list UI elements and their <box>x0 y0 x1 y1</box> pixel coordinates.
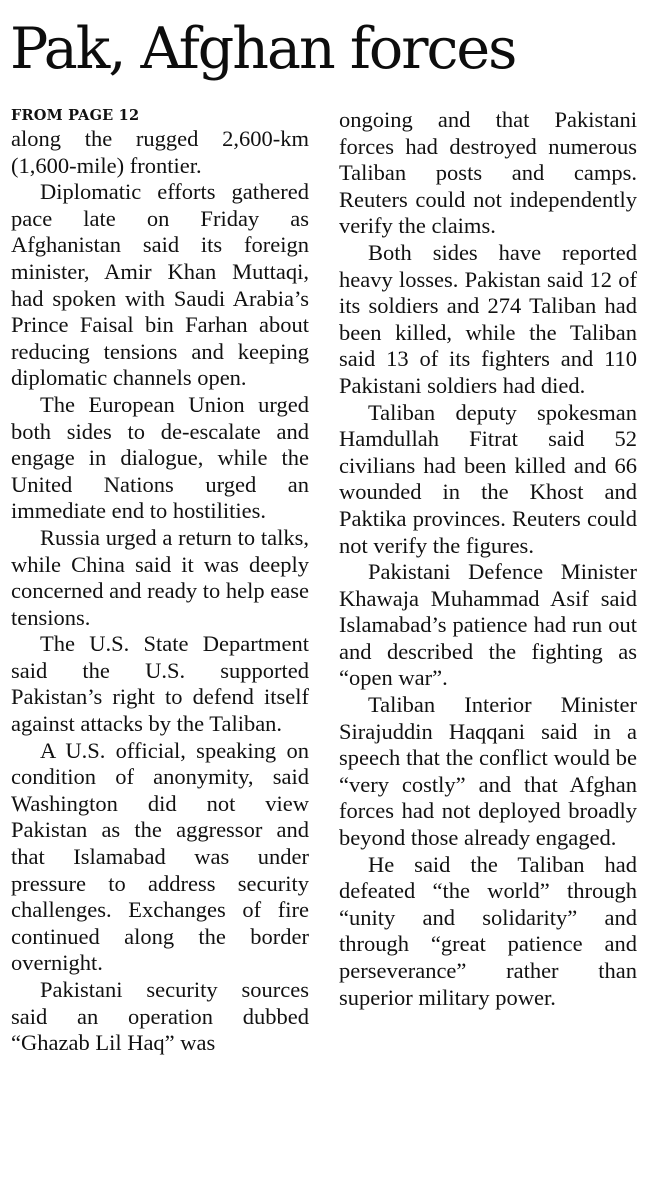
right-column <box>339 107 637 1011</box>
paragraph: Both sides have reported heavy losses. Pakistan said 12 of its soldiers and 274 Taliban had been killed, while the Taliban said 13 of its fighters and 110 Pakistani soldiers had died. <box>339 239 637 398</box>
paragraph: Diplomatic efforts gathered pace late on Friday as Afghanistan said its foreign minister, Amir Khan Muttaqi, had spoken with Saudi Arabia’s Prince Faisal bin Farhan about reducing tensions and keeping diplomatic channels open. <box>11 179 309 391</box>
paragraph: Russia urged a return to talks, while China said it was deeply concerned and ready to help ease tensions. <box>11 524 309 630</box>
kicker-label: FROM PAGE 12 <box>11 107 140 124</box>
paragraph: A U.S. official, speaking on condition of anonymity, said Washington did not view Pakistan as the aggressor and that Islamabad was under pressure to address security challenges. Exchanges of fire continued along the border overnight. <box>11 737 309 976</box>
paragraph: Pakistani security sources said an operation dubbed “Ghazab Lil Haq” was <box>11 977 309 1056</box>
paragraph: He said the Taliban had defeated “the world” through “unity and solidarity” and through “great patience and perseverance” rather than superior military power. <box>339 851 637 1010</box>
paragraph: ongoing and that Pakistani forces had destroyed numerous Taliban posts and camps. Reuters could not independently verify the claims. <box>339 107 637 239</box>
paragraph: The European Union urged both sides to de-escalate and engage in dialogue, while the United Nations urged an immediate end to hostilities. <box>11 391 309 524</box>
headline: Pak, Afghan forces <box>10 16 516 82</box>
paragraph: Pakistani Defence Minister Khawaja Muhammad Asif said Islamabad’s patience had run out and described the fighting as “open war”. <box>339 559 637 691</box>
paragraph: Taliban Interior Minister Sirajuddin Haqqani said in a speech that the conflict would be “very costly” and that Afghan forces had not deployed broadly beyond those already engaged. <box>339 692 637 851</box>
paragraph: Taliban deputy spokesman Hamdullah Fitrat said 52 civilians had been killed and 66 wounded in the Khost and Paktika provinces. Reuters could not verify the figures. <box>339 399 637 558</box>
paragraph: The U.S. State Department said the U.S. supported Pakistan’s right to defend itself against attacks by the Taliban. <box>11 631 309 737</box>
paragraph: along the rugged 2,600-km (1,600-mile) frontier. <box>11 126 309 178</box>
left-column <box>11 107 309 1057</box>
